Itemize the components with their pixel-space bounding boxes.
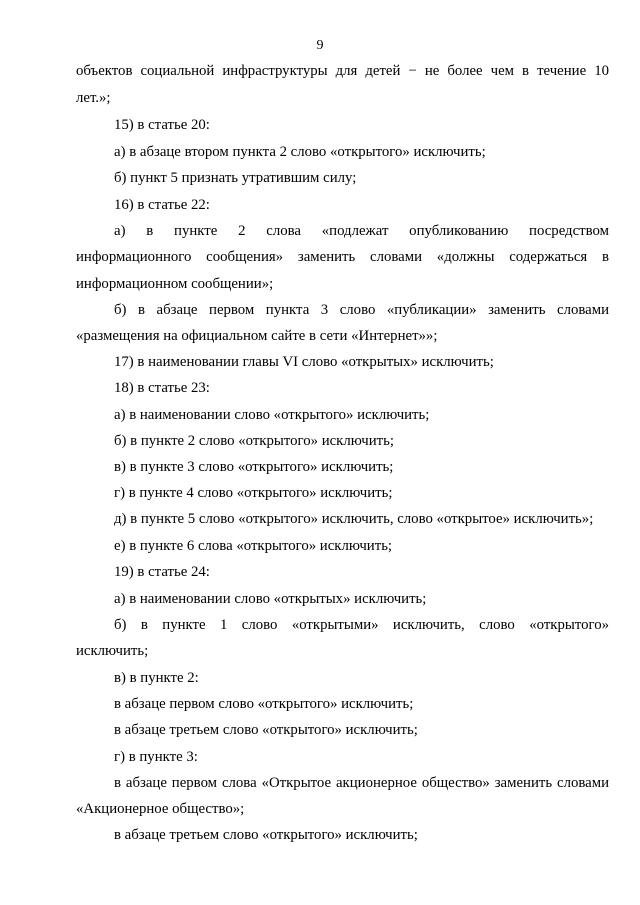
text-line: объектов социальной инфраструктуры для детей − не более чем в течение 10	[76, 63, 609, 79]
text-line: информационном сообщении»;	[76, 276, 274, 292]
text-line: 17) в наименовании главы VI слово «открытых» исключить;	[114, 354, 494, 370]
text-line: 18) в статье 23:	[114, 380, 210, 396]
text-line: исключить;	[76, 643, 149, 659]
text-line: в абзаце первом слово «открытого» исключить;	[114, 696, 414, 712]
text-line: а) в пункте 2 слова «подлежат опубликованию посредством	[114, 223, 609, 239]
text-line: б) в абзаце первом пункта 3 слово «публикации» заменить словами	[114, 302, 609, 318]
text-line: 19) в статье 24:	[114, 564, 210, 580]
text-line: а) в наименовании слово «открытых» исключить;	[114, 591, 427, 607]
text-line: е) в пункте 6 слова «открытого» исключить;	[114, 538, 393, 554]
text-line: в абзаце первом слова «Открытое акционерное общество» заменить словами	[114, 775, 609, 791]
text-line: в) в пункте 2:	[114, 670, 199, 686]
text-line: б) в пункте 1 слово «открытыми» исключить, слово «открытого»	[114, 617, 609, 633]
text-line: лет.»;	[76, 90, 111, 106]
text-line: б) в пункте 2 слово «открытого» исключить;	[114, 433, 394, 449]
text-line: 15) в статье 20:	[114, 117, 210, 133]
text-line: в абзаце третьем слово «открытого» исключить;	[114, 722, 418, 738]
page-number: 9	[316, 38, 324, 53]
text-line: а) в наименовании слово «открытого» исключить;	[114, 407, 430, 423]
text-line: «Акционерное общество»;	[76, 801, 245, 817]
text-line: б) пункт 5 признать утратившим силу;	[114, 170, 357, 186]
text-line: д) в пункте 5 слово «открытого» исключить, слово «открытое» исключить»;	[114, 511, 594, 527]
text-line: в абзаце третьем слово «открытого» исключить;	[114, 827, 418, 843]
text-line: информационного сообщения» заменить словами «должны содержаться в	[76, 249, 609, 265]
text-line: г) в пункте 3:	[114, 749, 198, 765]
text-line: 16) в статье 22:	[114, 197, 210, 213]
text-line: г) в пункте 4 слово «открытого» исключить;	[114, 485, 393, 501]
text-line: «размещения на официальном сайте в сети «Интернет»»;	[76, 328, 438, 344]
text-line: в) в пункте 3 слово «открытого» исключить;	[114, 459, 394, 475]
text-line: а) в абзаце втором пункта 2 слово «открытого» исключить;	[114, 144, 486, 160]
